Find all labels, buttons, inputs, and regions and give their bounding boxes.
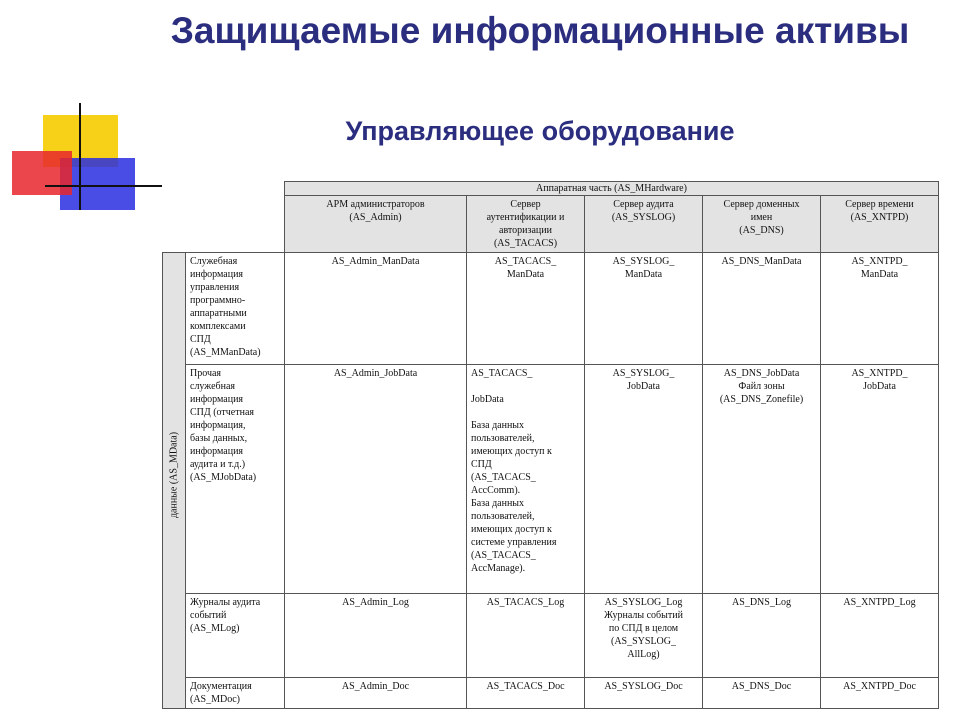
decorative-logo	[0, 0, 170, 220]
logo-red-square	[12, 151, 72, 195]
column-header-syslog: Сервер аудита (AS_SYSLOG)	[585, 196, 703, 253]
cell-syslog-mandata: AS_SYSLOG_ ManData	[585, 253, 703, 365]
row-label-doc: Документация (AS_MDoc)	[186, 678, 285, 709]
side-label: данные (AS_MData)	[168, 431, 180, 519]
cell-syslog-log: AS_SYSLOG_Log Журналы событий по СПД в целом (AS_SYSLOG_ AllLog)	[585, 594, 703, 678]
cell-tacacs-jobdata: AS_TACACS_ JobData База данных пользователей, имеющих доступ к СПД (AS_TACACS_ AccComm). База данных пользователей, имеющих доступ к системе управления (AS_TACACS_ AccManage).	[467, 365, 585, 594]
column-header-dns: Сервер доменных имен (AS_DNS)	[703, 196, 821, 253]
cell-dns-mandata: AS_DNS_ManData	[703, 253, 821, 365]
column-header-tacacs: Сервер аутентификации и авторизации (AS_TACACS)	[467, 196, 585, 253]
table-row	[163, 253, 939, 365]
row-label-mandata: Служебная информация управления программно- аппаратными комплексами СПД (AS_MManData)	[186, 253, 285, 365]
cell-syslog-doc: AS_SYSLOG_Doc	[585, 678, 703, 709]
cell-dns-doc: AS_DNS_Doc	[703, 678, 821, 709]
row-label-log: Журналы аудита событий (AS_MLog)	[186, 594, 285, 678]
cell-xntpd-doc: AS_XNTPD_Doc	[821, 678, 939, 709]
cell-tacacs-doc: AS_TACACS_Doc	[467, 678, 585, 709]
cell-dns-log: AS_DNS_Log	[703, 594, 821, 678]
cell-tacacs-log: AS_TACACS_Log	[467, 594, 585, 678]
assets-table	[162, 181, 939, 709]
cell-xntpd-log: AS_XNTPD_Log	[821, 594, 939, 678]
table-row	[163, 365, 939, 594]
cell-tacacs-mandata: AS_TACACS_ ManData	[467, 253, 585, 365]
column-header-admin: АРМ администраторов (AS_Admin)	[285, 196, 467, 253]
cell-xntpd-mandata: AS_XNTPD_ ManData	[821, 253, 939, 365]
cell-admin-jobdata: AS_Admin_JobData	[285, 365, 467, 594]
table-row	[163, 678, 939, 709]
page-subtitle: Управляющее оборудование	[345, 116, 735, 146]
table-group-header-row	[163, 182, 939, 196]
hardware-group-header: Аппаратная часть (AS_MHardware)	[285, 182, 939, 196]
cell-syslog-jobdata: AS_SYSLOG_ JobData	[585, 365, 703, 594]
cell-admin-log: AS_Admin_Log	[285, 594, 467, 678]
page-title: Защищаемые информационные активы	[170, 10, 910, 51]
cell-xntpd-jobdata: AS_XNTPD_ JobData	[821, 365, 939, 594]
table-corner	[163, 182, 285, 253]
cell-admin-mandata: AS_Admin_ManData	[285, 253, 467, 365]
table-row	[163, 594, 939, 678]
cell-dns-jobdata: AS_DNS_JobData Файл зоны (AS_DNS_Zonefile)	[703, 365, 821, 594]
row-label-jobdata: Прочая служебная информация СПД (отчетная информация, базы данных, информация аудита и т.д.) (AS_MJobData)	[186, 365, 285, 594]
cell-admin-doc: AS_Admin_Doc	[285, 678, 467, 709]
side-label-cell	[163, 253, 186, 709]
column-header-xntpd: Сервер времени (AS_XNTPD)	[821, 196, 939, 253]
